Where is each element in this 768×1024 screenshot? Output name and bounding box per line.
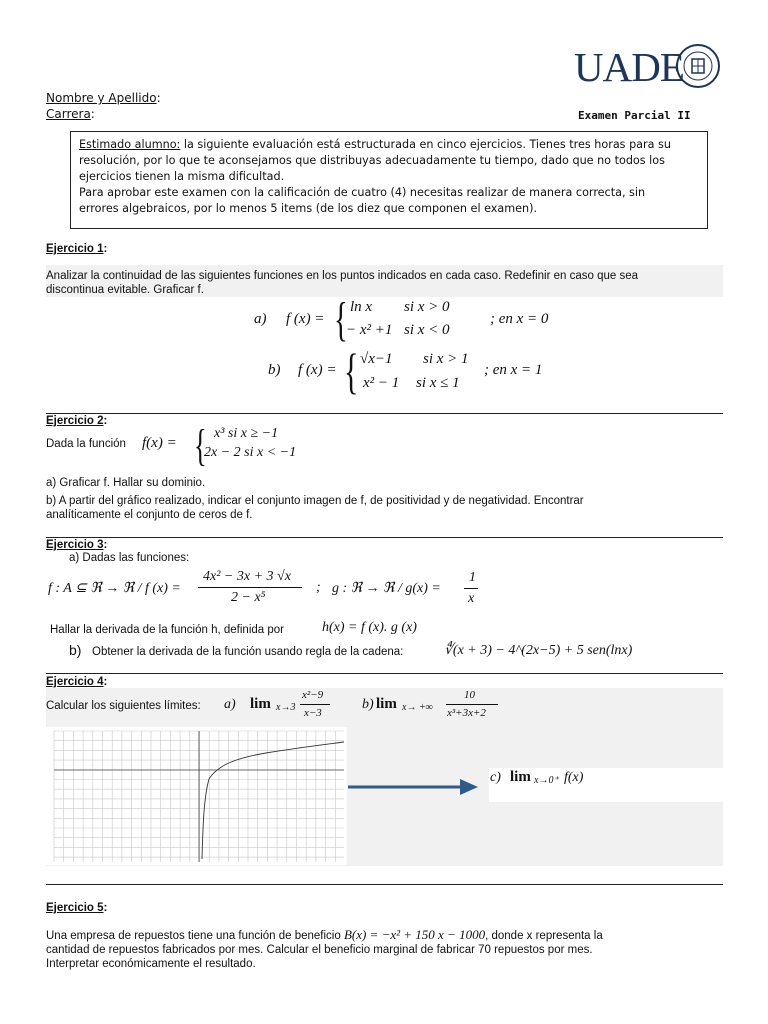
ej1-b-formula: b) f (x) = { √x−1 si x > 1 x² − 1 si x ≤ 1 ; en x = 1 [268, 343, 543, 399]
ej4-title: Ejercicio 4: [46, 676, 108, 688]
ej2-formula: f(x) = { x³ si x ≥ −1 2x − 2 si x < −1 [142, 421, 297, 470]
exam-title: Examen Parcial II [578, 109, 691, 122]
notice-text: Estimado alumno: la siguiente evaluación está estructurada en cinco ejercicios. Tienes tres horas para su resolución, por lo que te aconsejamos que distribuyas adecuadamente tu tiempo, dado que no todos los ejercicios tienen la misma dificultad. Para aprobar este examen con la calificación de cuatro (4) necesitas realizar de manera correcta, sin errores algebraicos, por lo menos 5 items (de los diez que componen el examen). [79, 138, 671, 215]
ej4-limit-b: b) lim x→ +∞ 10 x³+3x+2 [362, 688, 512, 724]
ej3-b-expr: ∜(x + 3) − 4^(2x−5) + 5 sen(lnx) [444, 643, 633, 658]
log-curve [202, 742, 344, 859]
ej3-a-intro: a) Dadas las funciones: [69, 552, 190, 564]
ej1-text: Analizar la continuidad de las siguientes funciones en los puntos indicados en cada caso. Redefinir en caso que sea discontinua evitable. Graficar f. [46, 270, 638, 296]
ej3-b-label: b) [69, 642, 82, 658]
arrow-icon [346, 775, 486, 799]
ej4-graph [46, 727, 347, 865]
ej4-limit-c: c) lim x→0⁺ f(x) [490, 769, 584, 786]
ej5-text: Una empresa de repuestos tiene una función de beneficio B(x) = −x² + 150 x − 1000, donde x representa la cantidad de repuestos fabricados por mes. Calcular el beneficio marginal de fabricar 70 repuestos por mes. Interpretar económicamente el resultado. [46, 927, 603, 970]
ej1-title: Ejercicio 1: [46, 243, 108, 255]
uade-logo [574, 44, 724, 90]
notice-lead: Estimado alumno: [79, 138, 181, 151]
ej3-functions: f : A ⊆ ℜ → ℜ / f (x) = 4x² − 3x + 3 √x 2 − x⁵ ; g : ℜ → ℜ / g(x) = 1 x [48, 569, 476, 606]
ej2-intro: Dada la función [46, 438, 126, 450]
ej2-items: a) Graficar f. Hallar su dominio. b) A partir del gráfico realizado, indicar el conjunto imagen de f, de positividad y de negatividad. Encontrar analíticamente el conjunto de ceros de f. [46, 477, 584, 521]
ej3-b-text: Obtener la derivada de la función usando regla de la cadena: [92, 646, 404, 658]
log-graph [46, 727, 347, 865]
ej3-h-def: h(x) = f (x). g (x) [322, 620, 417, 635]
ej4-limit-a: a) lim x→3 x²−9 x−3 [224, 688, 344, 724]
carrera-label: Carrera: [46, 107, 95, 121]
ej3-title: Ejercicio 3: [46, 539, 108, 551]
ej2-title: Ejercicio 2: [46, 415, 108, 427]
logo-text: UADE [574, 44, 684, 90]
ej5-title: Ejercicio 5: [46, 902, 108, 914]
logo-seal-icon [674, 42, 722, 90]
ej3-h-text: Hallar la derivada de la función h, definida por [50, 624, 284, 636]
ej1-a-formula: a) f (x) = { ln x si x > 0 − x² +1 si x < 0 ; en x = 0 [254, 293, 549, 346]
nombre-label: Nombre y Apellido: [46, 91, 161, 105]
ej5-formula: B(x) = −x² + 150 x − 1000 [343, 927, 486, 942]
ej4-intro: Calcular los siguientes límites: [46, 700, 201, 712]
